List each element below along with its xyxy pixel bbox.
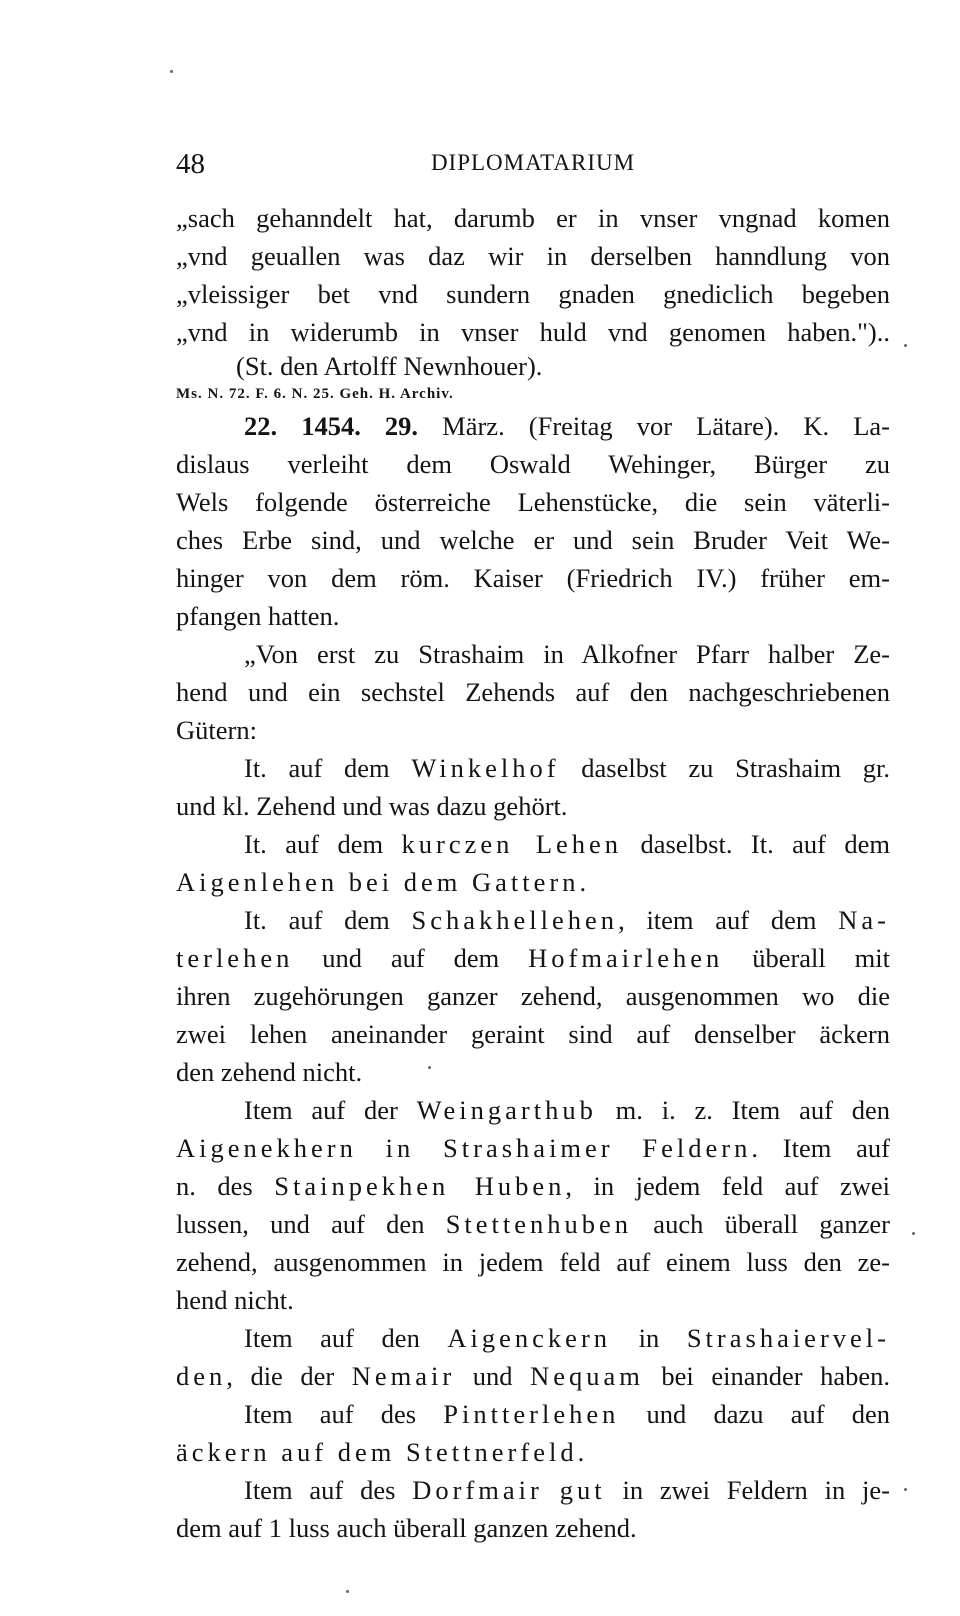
text-line: äckern auf dem Stettnerfeld. <box>176 1437 585 1467</box>
text-line: und kl. Zehend und was dazu gehört. <box>176 791 568 821</box>
place-name: kurczen Lehen <box>401 829 623 859</box>
entry-number-date: 22. 1454. 29. <box>244 411 419 441</box>
text-line: Aigenekhern in Strashaimer Feldern. Item auf <box>176 1133 891 1163</box>
text-line: „vnd in widerumb in vnser huld vnd genomen haben.").. <box>176 317 890 347</box>
text-line: Item auf den Aigenckern in Strashaiervel- <box>244 1323 890 1353</box>
place-name: terlehen <box>176 943 294 973</box>
text-line: den zehend nicht. <box>176 1057 363 1087</box>
place-name: Aigenckern <box>447 1323 612 1353</box>
text-line: ihren zugehörungen ganzer zehend, ausgenommen wo die <box>176 981 890 1011</box>
page-header <box>176 148 890 184</box>
text-line: hend nicht. <box>176 1285 294 1315</box>
scan-speck <box>912 1232 915 1235</box>
text-line: den, die der Nemair und Nequam bei einander haben. <box>176 1361 891 1391</box>
text-line: zwei lehen aneinander geraint sind auf denselber äckern <box>176 1019 890 1049</box>
entry-heading-line: 22. 1454. 29. März. (Freitag vor Lätare). K. La- <box>244 411 890 441</box>
place-name: Stettenhuben <box>445 1209 633 1239</box>
text-line: Item auf des Pintterlehen und dazu auf den <box>244 1399 890 1429</box>
text-line: Aigenlehen bei dem Gattern. <box>176 867 591 897</box>
text-line: terlehen und auf dem Hofmairlehen überall mit <box>176 943 890 973</box>
text-line: It. auf dem kurczen Lehen daselbst. It. auf dem <box>244 829 890 859</box>
text-line: Gütern: <box>176 715 257 745</box>
text-line: hinger von dem röm. Kaiser (Friedrich IV.) früher em- <box>176 563 890 593</box>
scan-speck <box>346 1590 349 1593</box>
text-line: Item auf der Weingarthub m. i. z. Item auf den <box>244 1095 890 1125</box>
text-line: Item auf des Dorfmair gut in zwei Feldern in je- <box>244 1475 890 1505</box>
text-line: „vnd geuallen was daz wir in derselben hanndlung von <box>176 241 890 271</box>
signature-line: (St. den Artolff Newnhouer). <box>236 351 543 381</box>
text-line: hend und ein sechstel Zehends auf den nachgeschriebenen <box>176 677 890 707</box>
text-line: ches Erbe sind, und welche er und sein Bruder Veit We- <box>176 525 890 555</box>
place-name: Strashaiervel- <box>686 1323 890 1353</box>
person-name: Dorfmair <box>412 1475 543 1505</box>
scan-speck <box>170 70 173 73</box>
source-citation: Ms. N. 72. F. 6. N. 25. Geh. H. Archiv. <box>176 386 454 402</box>
text-line: zehend, ausgenommen in jedem feld auf einem luss den ze- <box>176 1247 890 1277</box>
text-line: pfangen hatten. <box>176 601 340 631</box>
place-name: Schakhellehen <box>411 905 619 935</box>
text-line: dem auf 1 luss auch überall ganzen zehend. <box>176 1513 637 1543</box>
text-line: dislaus verleiht dem Oswald Wehinger, Bürger zu <box>176 449 890 479</box>
text-line: n. des Stainpekhen Huben, in jedem feld auf zwei <box>176 1171 891 1201</box>
scan-speck <box>904 344 907 347</box>
place-name: Stainpekhen Huben <box>274 1171 566 1201</box>
scan-speck <box>428 1066 431 1069</box>
person-name: Nequam <box>530 1361 644 1391</box>
page-number: 48 <box>176 148 205 180</box>
place-name: Pintterlehen <box>443 1399 620 1429</box>
place-name: Winkelhof <box>411 753 560 783</box>
place-name: äckern auf dem Stettnerfeld <box>176 1437 578 1467</box>
place-name: Hofmairlehen <box>528 943 724 973</box>
text-line: Wels folgende österreiche Lehenstücke, die sein väterli- <box>176 487 890 517</box>
person-name: Nemair <box>351 1361 456 1391</box>
text-line: lussen, und auf den Stettenhuben auch überall ganzer <box>176 1209 890 1239</box>
text-line: „sach gehanndelt hat, darumb er in vnser vngnad komen <box>176 203 890 233</box>
text-line: „Von erst zu Strashaim in Alkofner Pfarr halber Ze- <box>244 639 890 669</box>
running-title: DIPLOMATARIUM <box>430 150 636 175</box>
place-name: Aigenekhern in Strashaimer Feldern <box>176 1133 752 1163</box>
text-line: „vleissiger bet vnd sundern gnaden gnediclich begeben <box>176 279 890 309</box>
text-line: It. auf dem Winkelhof daselbst zu Strashaim gr. <box>244 753 890 783</box>
place-name: Weingarthub <box>416 1095 597 1125</box>
scan-speck <box>904 1488 907 1491</box>
text-line: It. auf dem Schakhellehen, item auf dem Na- <box>244 905 890 935</box>
